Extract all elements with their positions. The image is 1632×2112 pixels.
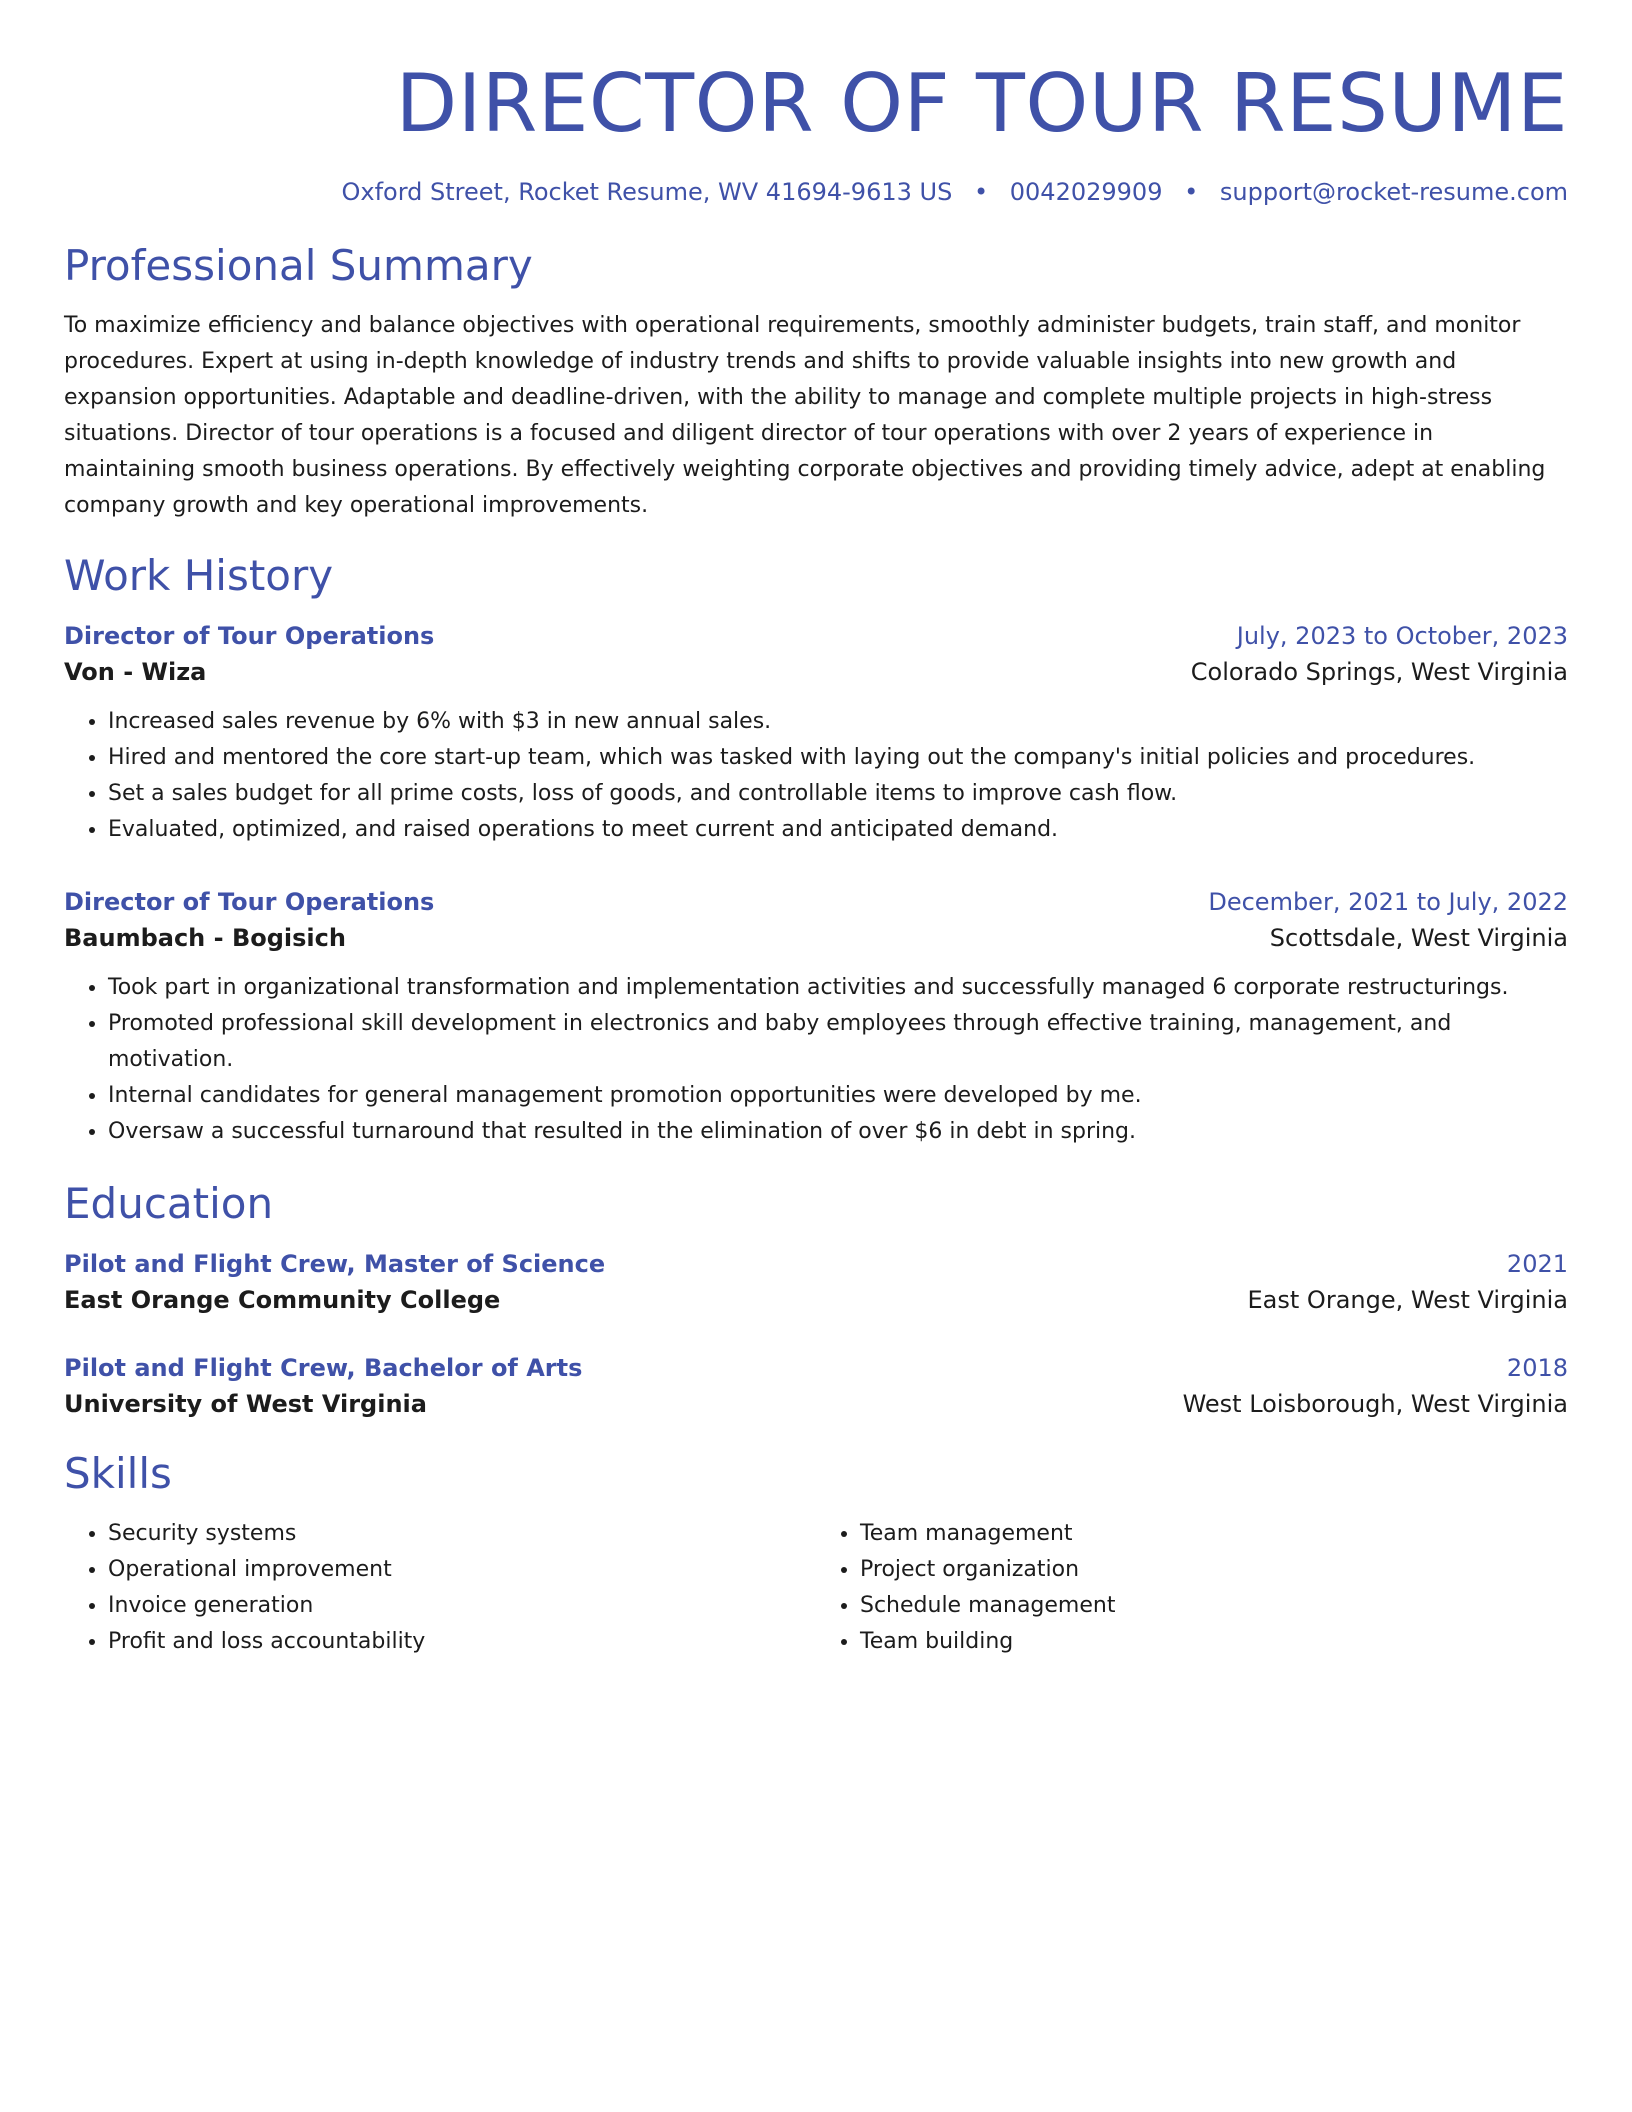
list-item: • Team building bbox=[860, 1624, 1568, 1660]
skills-list-left bbox=[64, 1516, 816, 1660]
list-item: • Evaluated, optimized, and raised operations to meet current and anticipated demand. bbox=[108, 812, 1568, 848]
job-bullets bbox=[64, 970, 1568, 1150]
job-header-row bbox=[64, 884, 1568, 920]
list-item: • Increased sales revenue by 6% with $3 in new annual sales. bbox=[108, 704, 1568, 740]
education-degree: Pilot and Flight Crew, Bachelor of Arts bbox=[64, 1354, 583, 1382]
resume-header bbox=[64, 56, 1568, 208]
education-school: East Orange Community College bbox=[64, 1286, 501, 1314]
contact-separator: • bbox=[1184, 178, 1199, 206]
list-item: • Set a sales budget for all prime costs, loss of goods, and controllable items to improve cash flow. bbox=[108, 776, 1568, 812]
job-header-row bbox=[64, 618, 1568, 654]
education-year: 2018 bbox=[1506, 1354, 1568, 1382]
job-location: Scottsdale, West Virginia bbox=[1269, 924, 1568, 952]
list-item: • Schedule management bbox=[860, 1588, 1568, 1624]
list-item: • Profit and loss accountability bbox=[108, 1624, 816, 1660]
list-item: • Project organization bbox=[860, 1552, 1568, 1588]
list-item: • Hired and mentored the core start-up team, which was tasked with laying out the company's initial policies and procedures. bbox=[108, 740, 1568, 776]
list-item: • Team management bbox=[860, 1516, 1568, 1552]
job-title: Director of Tour Operations bbox=[64, 622, 435, 650]
skills-heading: Skills bbox=[64, 1449, 172, 1498]
list-item: • Operational improvement bbox=[108, 1552, 816, 1588]
education-header-row bbox=[64, 1350, 1568, 1386]
job-company: Baumbach - Bogisich bbox=[64, 924, 346, 952]
education-entry bbox=[64, 1350, 1568, 1422]
contact-phone: 0042029909 bbox=[1009, 178, 1163, 206]
list-item: • Internal candidates for general management promotion opportunities were developed by me. bbox=[108, 1078, 1568, 1114]
contact-address: Oxford Street, Rocket Resume, WV 41694-9613 US bbox=[341, 178, 953, 206]
job-entry bbox=[64, 884, 1568, 1150]
list-item: • Oversaw a successful turnaround that resulted in the elimination of over $6 in debt in spring. bbox=[108, 1114, 1568, 1150]
summary-text: To maximize efficiency and balance objectives with operational requirements, smoothly administer budgets, train staff, and monitor procedures. Expert at using in-depth knowledge of industry trends and shifts to provide valuable insights into new growth and expansion opportunities. Adaptable and deadline-driven, with the ability to manage and complete multiple projects in high-stress situations. Director of tour operations is a focused and diligent director of tour operations with over 2 years of experience in maintaining smooth business operations. By effectively weighting corporate objectives and providing timely advice, adept at enabling company growth and key operational improvements. bbox=[64, 313, 1546, 518]
resume-name: DIRECTOR OF TOUR RESUME bbox=[395, 57, 1568, 150]
education-degree: Pilot and Flight Crew, Master of Science bbox=[64, 1250, 606, 1278]
job-dates: December, 2021 to July, 2022 bbox=[1208, 888, 1568, 916]
education-location: West Loisborough, West Virginia bbox=[1182, 1390, 1568, 1418]
skills-columns bbox=[64, 1516, 1568, 1660]
list-item: • Promoted professional skill development in electronics and baby employees through effective training, management, and motivation. bbox=[108, 1006, 1568, 1078]
contact-email: support@rocket-resume.com bbox=[1219, 178, 1568, 206]
contact-line bbox=[64, 176, 1568, 208]
education-school: University of West Virginia bbox=[64, 1390, 427, 1418]
job-location: Colorado Springs, West Virginia bbox=[1190, 658, 1568, 686]
job-company: Von - Wiza bbox=[64, 658, 207, 686]
list-item: • Invoice generation bbox=[108, 1588, 816, 1624]
job-company-row bbox=[64, 920, 1568, 956]
education-year: 2021 bbox=[1506, 1250, 1568, 1278]
job-dates: July, 2023 to October, 2023 bbox=[1236, 622, 1568, 650]
education-location: East Orange, West Virginia bbox=[1247, 1286, 1568, 1314]
education-header-row bbox=[64, 1246, 1568, 1282]
work-history-heading: Work History bbox=[64, 551, 334, 600]
list-item: • Took part in organizational transformation and implementation activities and successfully managed 6 corporate restructurings. bbox=[108, 970, 1568, 1006]
education-entry bbox=[64, 1246, 1568, 1318]
education-school-row bbox=[64, 1386, 1568, 1422]
summary-heading: Professional Summary bbox=[64, 241, 533, 290]
education-school-row bbox=[64, 1282, 1568, 1318]
job-entry bbox=[64, 618, 1568, 848]
education-heading: Education bbox=[64, 1179, 274, 1228]
contact-separator: • bbox=[973, 178, 989, 206]
job-bullets bbox=[64, 704, 1568, 848]
list-item: • Security systems bbox=[108, 1516, 816, 1552]
job-title: Director of Tour Operations bbox=[64, 888, 435, 916]
job-company-row bbox=[64, 654, 1568, 690]
skills-list-right bbox=[816, 1516, 1568, 1660]
